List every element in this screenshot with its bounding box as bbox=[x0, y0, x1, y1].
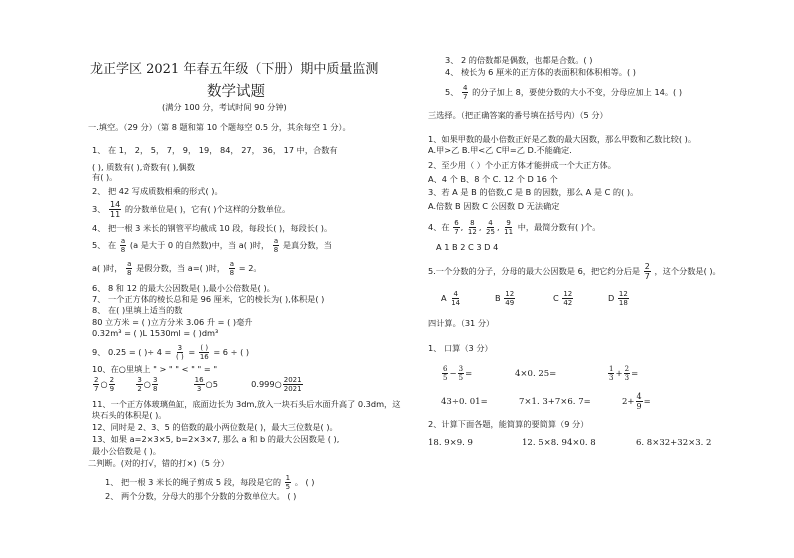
oral-r1c3: $\frac{1}{3}$ + $\frac{2}{3}$ = bbox=[609, 365, 639, 382]
calc-1: 18. 9×9. 9 bbox=[428, 438, 473, 448]
q10-pair2-left: $\frac{3}{2}$ bbox=[137, 376, 142, 393]
judge-q1-fraction: $\frac{1}{5}$ bbox=[285, 474, 291, 491]
q8-line2: 80 立方米 = ( )立方分米 3.06 升 = ( )毫升 bbox=[92, 317, 253, 327]
q2-text: 2、 把 42 写成质数相乘的形式( )。 bbox=[92, 186, 223, 196]
exam-note: (满分 100 分，考试时间 90 分钟) bbox=[162, 102, 287, 112]
choice-q5-option-a: A $\frac{4}{14}$ bbox=[441, 290, 461, 307]
q10-pair2-right: $\frac{3}{8}$ bbox=[152, 376, 158, 393]
choice-q4: 4、在 $\frac{6}{7}$ , $\frac{8}{12}$ , $\frac{4}{25}$ , $\frac{9}{11}$ 中，最简分数有( )个。 bbox=[428, 219, 601, 236]
judge-q5: 5、 $\frac{4}{7}$ 的分子加上 8，要使分数的大小不变，分母应加上 14。( ) bbox=[445, 84, 683, 101]
q5-line2: a( )时， $\frac{a}{8}$ 是假分数，当 a=( )时， $\frac{a}{8}$ = 2。 bbox=[92, 260, 262, 277]
calc-header: 2、计算下面各题，能简算的要简算（9 分） bbox=[428, 419, 589, 429]
judge-q5-fraction: $\frac{4}{7}$ bbox=[463, 84, 468, 101]
choice-q4-frac4: $\frac{9}{11}$ bbox=[504, 219, 514, 236]
q10-pair1-left: $\frac{2}{7}$ bbox=[94, 376, 99, 393]
section1-header: 一.填空。（29 分）（第 8 题和第 10 个题每空 0.5 分，其余每空 1 分）。 bbox=[88, 122, 351, 132]
choice-q4-frac2: $\frac{8}{12}$ bbox=[467, 219, 477, 236]
q5-line1: 5、 在 $\frac{a}{8}$ (a 是大于 0 的自然数)中，当 a( )时， $\frac{a}{8}$ 是真分数，当 bbox=[92, 237, 332, 254]
q5-fraction-b: $\frac{a}{8}$ bbox=[273, 237, 279, 254]
calc-3: 6. 8×32+32×3. 2 bbox=[636, 438, 712, 448]
q10-pair1-right: $\frac{2}{9}$ bbox=[109, 376, 115, 393]
oral-r1c1: $\frac{6}{5}$ − $\frac{3}{5}$ = bbox=[443, 365, 473, 382]
judge-q2: 2、 两个分数，分母大的那个分数的分数单位大。 ( ) bbox=[105, 491, 297, 501]
q10-text: 10、在○里填上 " > " " < " " = " bbox=[92, 364, 218, 374]
choice-q5-option-c: C $\frac{12}{42}$ bbox=[553, 290, 573, 307]
q3-text: 3、 $\frac{14}{11}$ 的分数单位是( )，它有( )个这样的分数单位。 bbox=[92, 200, 291, 219]
judge-q3: 3、 2 的倍数都是偶数，也都是合数。( ) bbox=[445, 55, 593, 65]
q9-text: 9、 0.25 = ( )÷ 4 = $\frac{3}{( )}$ = $\frac{( )}{16}$ = 6 ÷ ( ) bbox=[92, 344, 250, 361]
choice-q1-options: A.甲>乙 B.甲<乙 C甲=乙 D.不能确定. bbox=[428, 145, 572, 155]
q5-fraction-d: $\frac{a}{8}$ bbox=[229, 260, 235, 277]
q8-line3: 0.32m³ = ( )L 1530ml = ( )dm³ bbox=[92, 328, 219, 338]
q10-pair4-left: 0.999 bbox=[251, 379, 275, 389]
q10-comparisons: $\frac{2}{7}$ ○ $\frac{2}{9}$ $\frac{3}{2}$ ○ $\frac{3}{8}$ $\frac{16}{3}$ ○5 0.999○ $\frac{2021}{2021}$ bbox=[94, 376, 302, 393]
q1-line3: 有( )。 bbox=[92, 172, 118, 182]
oral-r1c2: 4×0. 25= bbox=[515, 369, 557, 379]
section2-header: 二判断。(对的打√，错的打×)（5 分） bbox=[88, 458, 229, 468]
oral-r2c2: 7×1. 3+7×6. 7= bbox=[519, 397, 591, 407]
q11-line2: 块石头的体积是( )。 bbox=[92, 410, 167, 420]
q11-line1: 11、一个正方体玻璃鱼缸，底面边长为 3dm,放入一块石头后水面升高了 0.3dm，这 bbox=[92, 399, 401, 409]
q1-line2: ( ), 质数有( ),奇数有( ),偶数 bbox=[92, 162, 195, 172]
choice-q5-option-d: D $\frac{12}{18}$ bbox=[608, 290, 628, 307]
choice-q2: 2、至少用（ ）个小正方体才能拼成一个大正方体。 bbox=[428, 160, 616, 170]
exam-title: 龙正学区 2021 年春五年级（下册）期中质量监测 bbox=[90, 62, 379, 77]
oral-r2c3: 2+ $\frac{4}{9}$ = bbox=[622, 392, 651, 411]
choice-q2-options: A、4 个 B、8 个 C. 12 个 D 16 个 bbox=[428, 174, 558, 184]
q5-fraction-c: $\frac{a}{8}$ bbox=[127, 260, 132, 277]
section4-header: 四计算。（31 分） bbox=[428, 318, 495, 328]
choice-q3: 3、若 A 是 B 的倍数,C 是 B 的因数，那么 A 是 C 的( )。 bbox=[428, 187, 639, 197]
section3-header: 三选择。（把正确答案的番号填在括号内）（5 分） bbox=[428, 110, 608, 120]
choice-q5-fraction: $\frac{2}{7}$ bbox=[644, 262, 650, 281]
choice-q4-frac3: $\frac{4}{25}$ bbox=[486, 219, 495, 236]
q5-fraction-a: $\frac{a}{8}$ bbox=[120, 237, 126, 254]
exam-subtitle: 数学试题 bbox=[207, 84, 265, 100]
choice-q3-options: A.倍数 B 因数 C 公因数 D 无法确定 bbox=[428, 201, 560, 211]
q3-fraction: $\frac{14}{11}$ bbox=[110, 200, 121, 219]
q13-line1: 13、如果 a=2×3×5, b=2×3×7, 那么 a 和 b 的最大公因数是 ( ), bbox=[92, 434, 340, 444]
q7-text: 7、 一个正方体的棱长总和是 96 厘米，它的棱长为( ),体积是( ) bbox=[92, 294, 325, 304]
choice-q1: 1、如果甲数的最小倍数正好是乙数的最大因数，那么甲数和乙数比较( )。 bbox=[428, 134, 697, 144]
oral-calc-header: 1、 口算（3 分） bbox=[428, 343, 493, 353]
judge-q1: 1、 把一根 3 米长的绳子剪成 5 段，每段是它的 $\frac{1}{5}$ 。 ( ) bbox=[105, 474, 315, 491]
q10-pair3-left: $\frac{16}{3}$ bbox=[194, 376, 204, 393]
choice-q4-frac1: $\frac{6}{7}$ bbox=[454, 219, 459, 236]
choice-q5-option-b: B $\frac{12}{49}$ bbox=[495, 290, 515, 307]
q4-text: 4、 把一根 3 米长的钢管平均截成 10 段，每段长( )，每段长( )。 bbox=[92, 223, 333, 233]
q9-fraction-b: $\frac{( )}{16}$ bbox=[199, 344, 209, 361]
calc-2: 12. 5×8. 94×0. 8 bbox=[522, 438, 596, 448]
q1-line1: 1、 在 1， 2， 5， 7， 9， 19， 84， 27， 36， 17 中，合数有 bbox=[92, 145, 338, 155]
q12-text: 12、同时是 2、3、5 的倍数的最小两位数是( )，最大三位数是( )。 bbox=[92, 422, 338, 432]
choice-q4-options: A 1 B 2 C 3 D 4 bbox=[436, 242, 499, 252]
q6-text: 6、 8 和 12 的最大公因数是( ),最小公倍数是( )。 bbox=[92, 283, 275, 293]
q8-text: 8、 在( )里填上适当的数 bbox=[92, 305, 183, 315]
q13-line2: 最小公倍数是 ( )。 bbox=[92, 446, 161, 456]
q10-pair4-right: $\frac{2021}{2021}$ bbox=[283, 376, 302, 393]
choice-q5: 5.一个分数的分子，分母的最大公因数是 6，把它约分后是 $\frac{2}{7}$ ，这个分数是( )。 bbox=[428, 262, 721, 281]
q9-fraction-a: $\frac{3}{( )}$ bbox=[176, 344, 184, 361]
judge-q4: 4、 棱长为 6 厘米的正方体的表面积和体积相等。( ) bbox=[445, 67, 636, 77]
oral-r2c1: 43÷0. 01= bbox=[441, 397, 488, 407]
q10-pair3-right: 5 bbox=[212, 379, 218, 389]
